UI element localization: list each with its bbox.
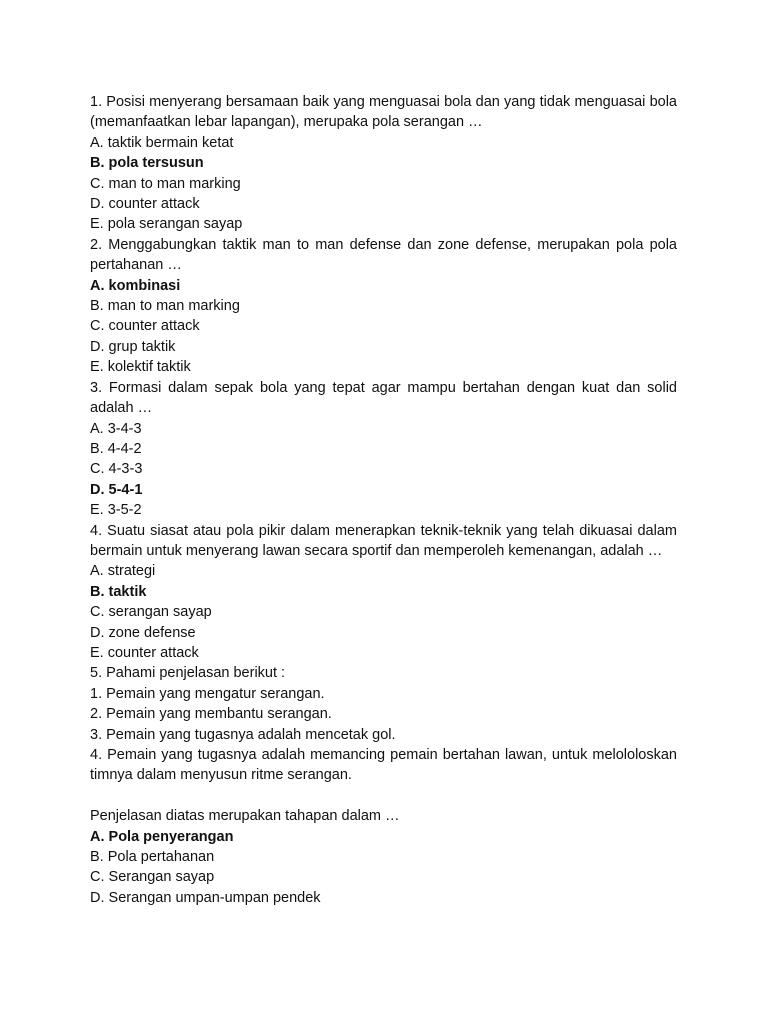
question-1-text: 1. Posisi menyerang bersamaan baik yang menguasai bola dan yang tidak menguasai bola (memanfaatkan lebar lapangan), merupaka pola serangan … xyxy=(90,94,677,131)
q3-option-a: A. 3-4-3 xyxy=(90,420,142,437)
q5-prompt: Penjelasan diatas merupakan tahapan dalam … xyxy=(90,808,400,825)
q5-statement-1: 1. Pemain yang mengatur serangan. xyxy=(90,685,325,702)
q2-option-e: E. kolektif taktik xyxy=(90,359,191,376)
document-page xyxy=(90,92,677,908)
q4-option-a: A. strategi xyxy=(90,563,156,580)
q2-option-d: D. grup taktik xyxy=(90,338,176,355)
q3-option-b: B. 4-4-2 xyxy=(90,440,142,457)
q4-option-e: E. counter attack xyxy=(90,644,199,661)
q5-option-d: D. Serangan umpan-umpan pendek xyxy=(90,889,321,906)
q5-statement-4: 4. Pemain yang tugasnya adalah memancing pemain bertahan lawan, untuk melololoskan timnya dalam menyusun ritme serangan. xyxy=(90,747,677,784)
q5-statement-2: 2. Pemain yang membantu serangan. xyxy=(90,706,332,723)
q3-option-e: E. 3-5-2 xyxy=(90,502,142,519)
q1-option-c: C. man to man marking xyxy=(90,175,241,192)
q4-option-c: C. serangan sayap xyxy=(90,604,212,621)
q2-option-a-answer: A. kombinasi xyxy=(90,277,181,294)
q4-option-d: D. zone defense xyxy=(90,624,196,641)
q1-option-d: D. counter attack xyxy=(90,196,200,213)
paragraph-gap xyxy=(90,786,677,806)
question-3-text: 3. Formasi dalam sepak bola yang tepat agar mampu bertahan dengan kuat dan solid adalah … xyxy=(90,379,677,417)
question-2-text: 2. Menggabungkan taktik man to man defense dan zone defense, merupakan pola pola pertahanan … xyxy=(90,236,677,274)
q1-option-e: E. pola serangan sayap xyxy=(90,216,243,233)
q5-statement-3: 3. Pemain yang tugasnya adalah mencetak gol. xyxy=(90,726,396,743)
q5-option-b: B. Pola pertahanan xyxy=(90,849,215,866)
q4-option-b-answer: B. taktik xyxy=(90,583,147,600)
q5-option-c: C. Serangan sayap xyxy=(90,869,215,886)
q5-option-a-answer: A. Pola penyerangan xyxy=(90,828,234,845)
q3-option-d-answer: D. 5-4-1 xyxy=(90,481,143,498)
q2-option-b: B. man to man marking xyxy=(90,298,240,315)
question-4-text: 4. Suatu siasat atau pola pikir dalam menerapkan teknik-teknik yang telah dikuasai dalam bermain untuk menyerang lawan secara sportif dan memperoleh kemenangan, adalah … xyxy=(90,522,677,559)
q1-option-b-answer: B. pola tersusun xyxy=(90,155,204,172)
q3-option-c: C. 4-3-3 xyxy=(90,461,143,478)
question-5-text: 5. Pahami penjelasan berikut : xyxy=(90,665,286,682)
q1-option-a: A. taktik bermain ketat xyxy=(90,134,234,151)
q2-option-c: C. counter attack xyxy=(90,318,200,335)
